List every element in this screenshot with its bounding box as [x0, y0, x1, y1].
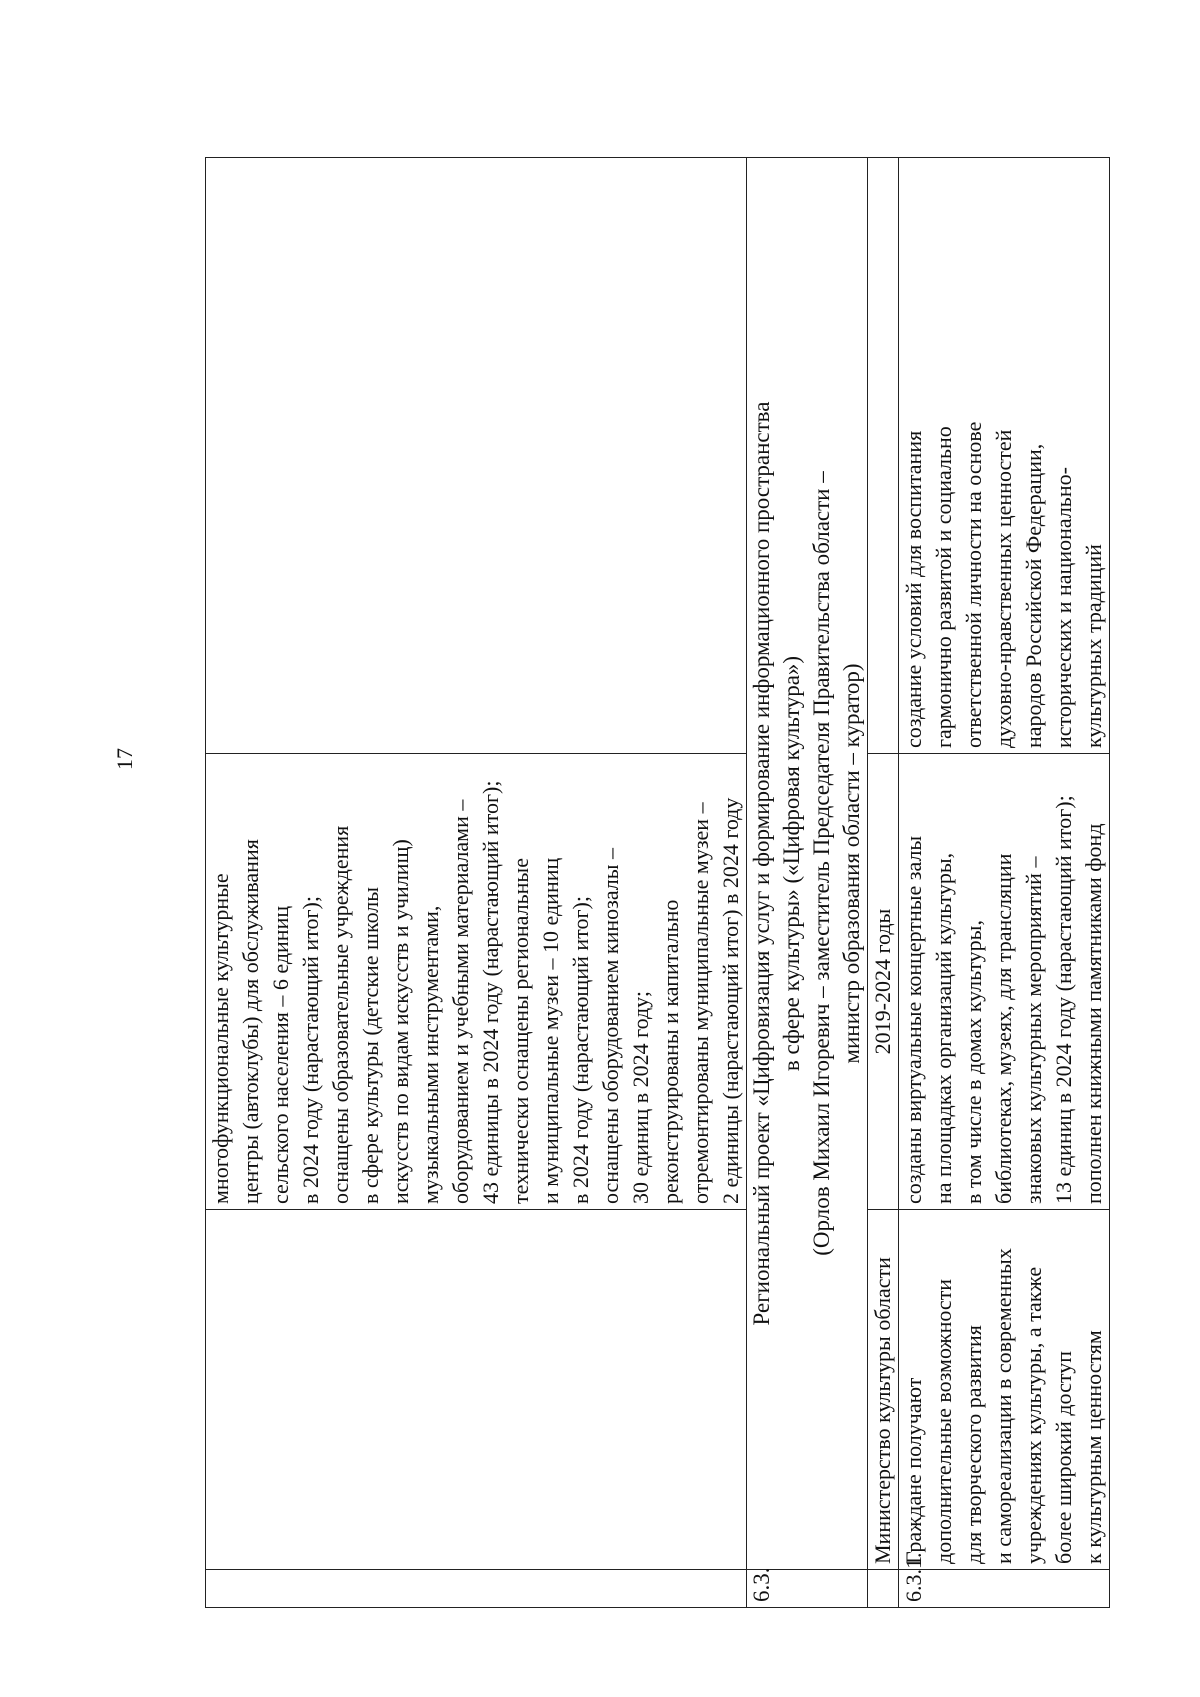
result-line: более широкий доступ — [1051, 1351, 1076, 1564]
project-title-line: в сфере культуры» («Цифровая культура») — [779, 655, 804, 1072]
indicator-line: в 2024 году (нарастающий итог); — [568, 896, 593, 1204]
project-years: 2019-2024 годы — [868, 754, 899, 1210]
result-line: учреждениях культуры, а также — [1021, 1266, 1046, 1564]
indicator-line: многофункциональные культурные — [208, 873, 233, 1204]
item-indicators — [899, 754, 1110, 1210]
indicator-line: оснащены оборудованием кинозалы – — [598, 847, 623, 1204]
project-title-cell — [747, 158, 868, 1570]
goal-line: ответственной личности на основе — [961, 421, 986, 748]
cell-indicators-continuation — [206, 754, 747, 1210]
indicator-line: реконструированы и капитально — [658, 899, 683, 1204]
indicator-line: библиотеках, музеях, для трансляции — [991, 853, 1016, 1204]
indicator-line: в 2024 году (нарастающий итог); — [298, 896, 323, 1204]
item-result — [899, 1210, 1110, 1570]
indicator-line: пополнен книжными памятниками фонд — [1081, 823, 1106, 1204]
cell-goals-empty — [206, 158, 747, 754]
goal-line: исторических и национально- — [1051, 467, 1076, 748]
indicator-line: знаковых культурных мероприятий – — [1021, 856, 1046, 1204]
indicator-line: искусств по видам искусств и училищ) — [388, 839, 413, 1204]
document-table — [205, 157, 1110, 1608]
project-curator-line: (Орлов Михаил Игоревич – заместитель Председателя Правительства области – — [809, 471, 834, 1256]
goal-line: культурных традиций — [1081, 544, 1106, 748]
table-row-continuation — [206, 158, 747, 1608]
rotated-table-wrapper — [205, 158, 1106, 1608]
page-number: 17 — [112, 748, 137, 770]
indicator-line: технически оснащены региональные — [508, 858, 533, 1204]
cell-results-empty — [206, 1210, 747, 1570]
goal-line: создание условий для воспитания — [901, 430, 926, 748]
indicator-line: 43 единицы в 2024 году (нарастающий итог); — [478, 780, 503, 1204]
indicator-line: в том числе в домах культуры, — [961, 920, 986, 1204]
goal-line: гармонично развитой и социально — [931, 426, 956, 748]
result-line: к культурным ценностям — [1081, 1330, 1106, 1564]
project-curator-line: министр образования области – куратор) — [839, 663, 864, 1064]
indicator-line: оборудованием и учебными материалами – — [448, 799, 473, 1204]
project-title-line: Региональный проект «Цифровизация услуг и формирование информационного пространства — [749, 401, 774, 1326]
goal-line: народов Российской Федерации, — [1021, 443, 1046, 748]
indicator-line: в сфере культуры (детские школы — [358, 886, 383, 1204]
indicator-line: музыкальными инструментами, — [418, 905, 443, 1204]
indicator-line: 13 единиц в 2024 году (нарастающий итог); — [1051, 795, 1076, 1204]
table-row-project-header — [747, 158, 868, 1608]
ministry-name: Министерство культуры области — [868, 1210, 899, 1570]
table-row-item — [899, 158, 1110, 1608]
item-number: 6.3.1. — [899, 1570, 1110, 1608]
indicator-line: созданы виртуальные концертные залы — [901, 835, 926, 1204]
cell-empty — [868, 158, 899, 754]
indicator-line: оснащены образовательные учреждения — [328, 825, 353, 1204]
indicator-line: сельского населения – 6 единиц — [268, 905, 293, 1204]
indicator-line: центры (автоклубы) для обслуживания — [238, 839, 263, 1204]
indicator-line: отремонтированы муниципальные музеи – — [688, 802, 713, 1204]
indicator-line: на площадках организаций культуры, — [931, 852, 956, 1204]
result-line: дополнительные возможности — [931, 1278, 956, 1564]
project-number: 6.3. — [747, 1570, 868, 1608]
item-goals — [899, 158, 1110, 754]
indicator-line: 2 единицы (нарастающий итог) в 2024 году — [718, 797, 743, 1204]
result-line: и самореализации в современных — [991, 1248, 1016, 1564]
indicator-line: 30 единиц в 2024 году; — [628, 990, 653, 1204]
table-row-ministry — [868, 158, 899, 1608]
cell-empty — [868, 1570, 899, 1608]
result-line: Граждане получают — [901, 1377, 926, 1564]
cell-number-empty — [206, 1570, 747, 1608]
indicator-line: и муниципальные музеи – 10 единиц — [538, 857, 563, 1204]
result-line: для творческого развития — [961, 1325, 986, 1564]
goal-line: духовно-нравственных ценностей — [991, 429, 1016, 748]
